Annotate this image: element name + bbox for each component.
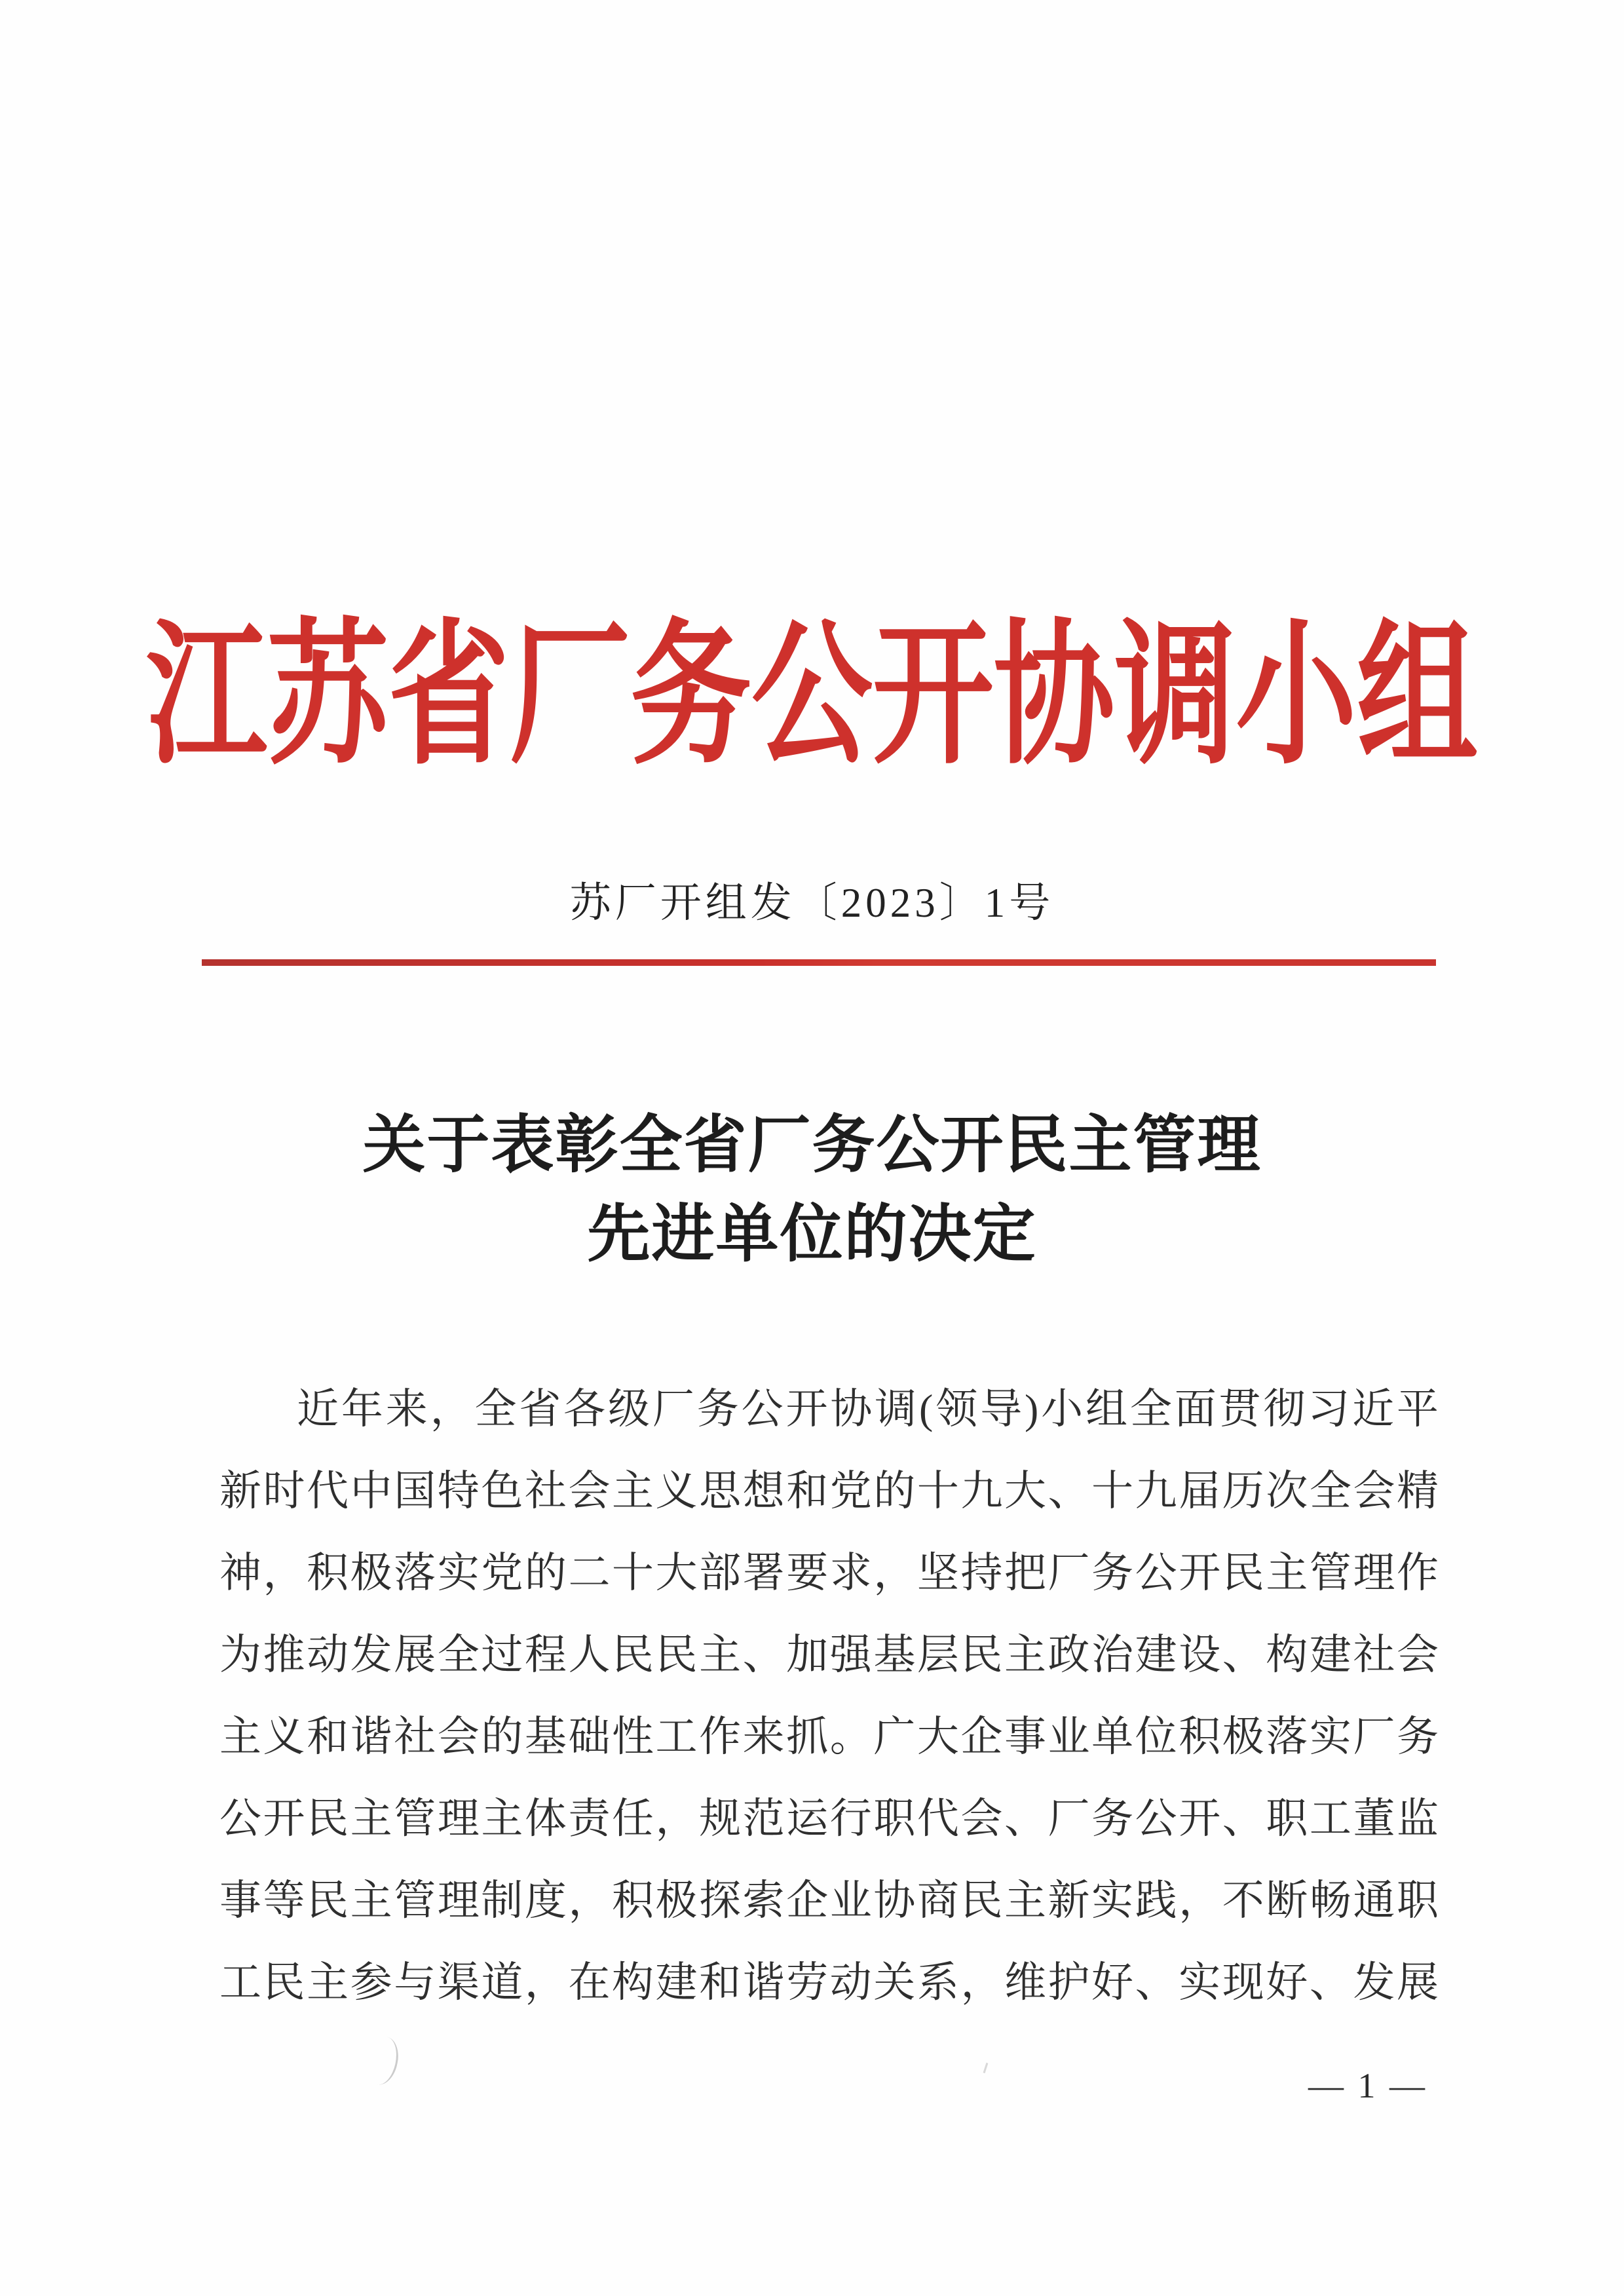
org-title-red-header: 江苏省厂务公开协调小组 bbox=[146, 610, 1478, 783]
page-number: — 1 — bbox=[1308, 2066, 1427, 2105]
body-line: 主义和谐社会的基础性工作来抓。广大企事业单位积极落实厂务 bbox=[219, 1713, 1439, 1760]
body-paragraph bbox=[219, 1368, 1439, 2023]
body-line: 公开民主管理主体责任，规范运行职代会、厂务公开、职工董监 bbox=[219, 1795, 1439, 1842]
doc-title-line-1: 关于表彰全省厂务公开民主管理 bbox=[362, 1110, 1262, 1180]
body-line: 新时代中国特色社会主义思想和党的十九大、十九届历次全会精 bbox=[219, 1468, 1439, 1514]
doc-title-line-2: 先进单位的决定 bbox=[587, 1199, 1037, 1269]
doc-reference-number: 苏厂开组发〔2023〕1号 bbox=[569, 880, 1055, 926]
body-line: 工民主参与渠道，在构建和谐劳动关系，维护好、实现好、发展 bbox=[219, 1959, 1439, 2006]
doc-title bbox=[0, 1101, 1624, 1279]
body-line: 事等民主管理制度，积极探索企业协商民主新实践，不断畅通职 bbox=[219, 1877, 1439, 1924]
body-line: 为推动发展全过程人民民主、加强基层民主政治建设、构建社会 bbox=[219, 1632, 1439, 1678]
red-divider-rule bbox=[202, 959, 1436, 966]
body-line: 神，积极落实党的二十大部署要求，坚持把厂务公开民主管理作 bbox=[219, 1550, 1439, 1596]
body-line: 近年来，全省各级厂务公开协调(领导)小组全面贯彻习近平 bbox=[297, 1386, 1439, 1432]
